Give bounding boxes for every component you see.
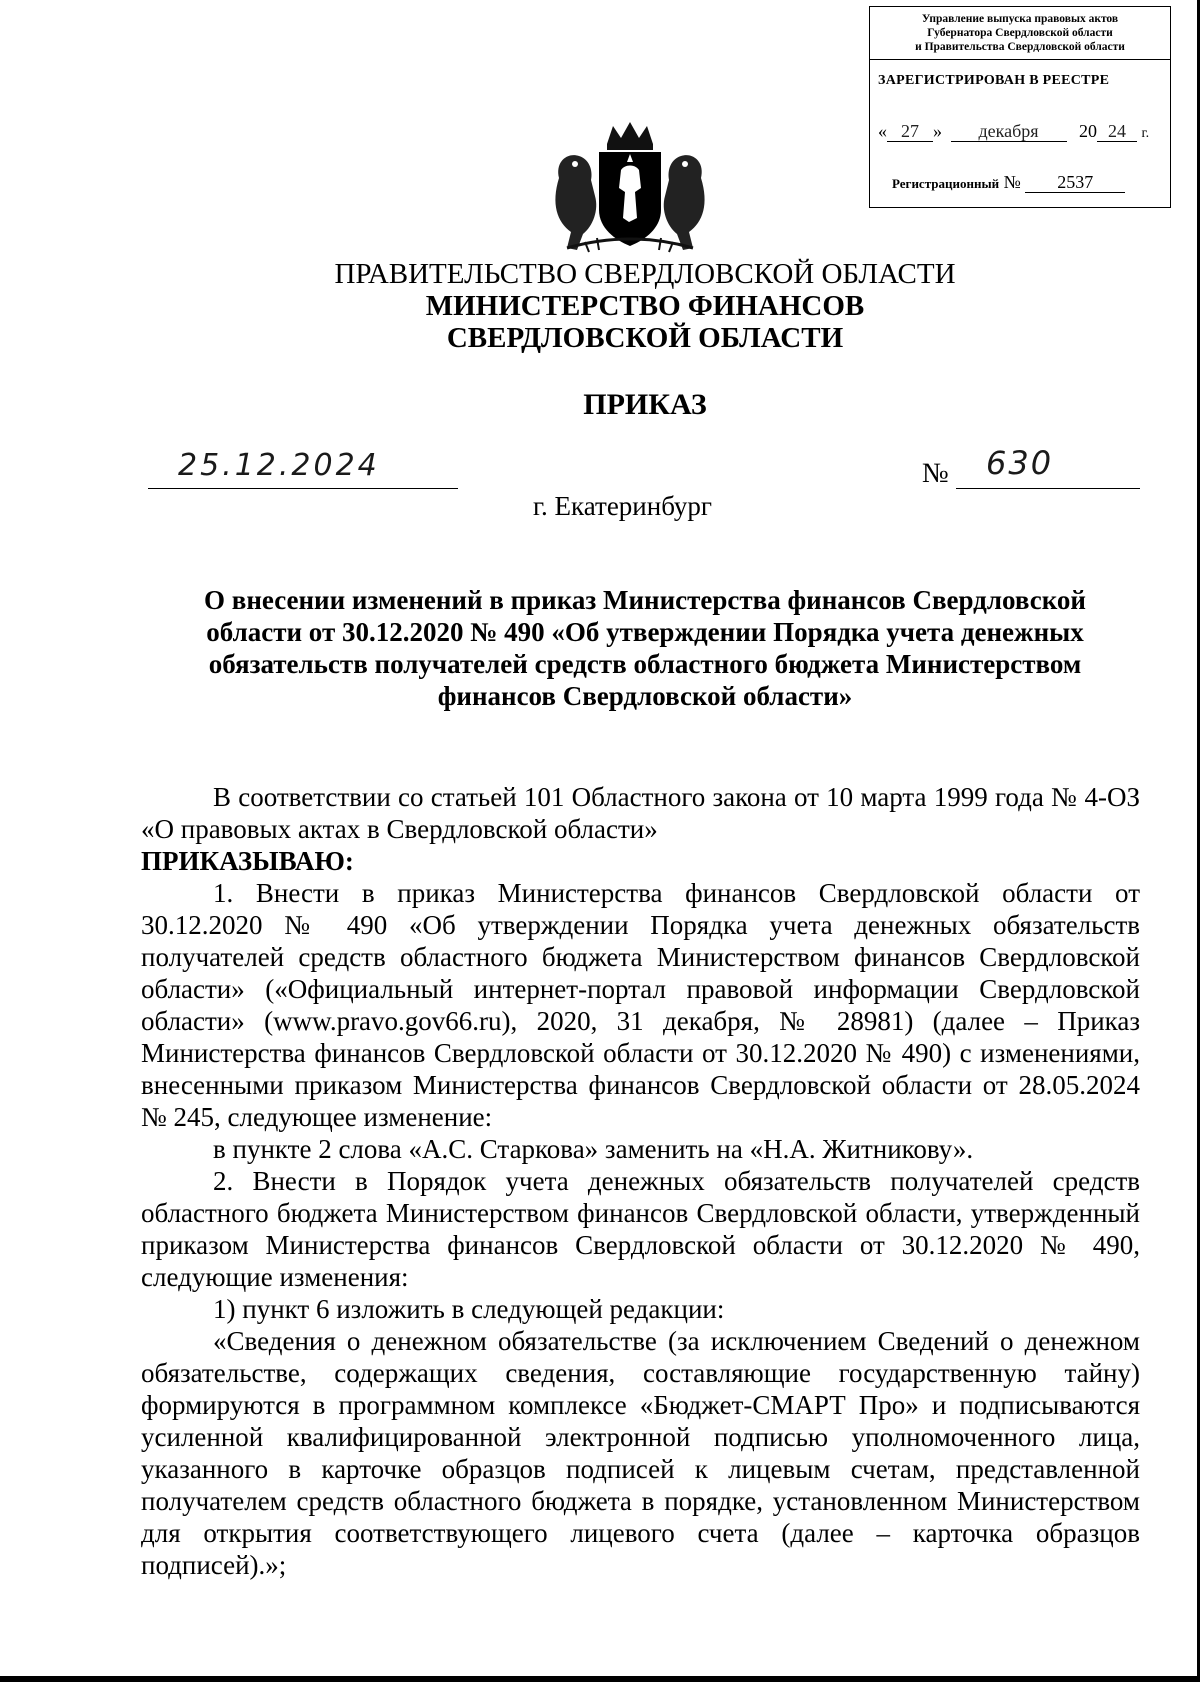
order-subject: О внесении изменений в приказ Министерства финансов Свердловской области от 30.12.2020 № 490 «Об утверждении Порядка учета денежных обязательств получателей средств областного бюджета Министерством финансов Свердловской области» (204, 585, 1086, 711)
stamp-year-abbr: г. (1141, 126, 1150, 141)
order-number-label: № (922, 458, 949, 489)
registration-stamp (869, 6, 1171, 208)
page-edge-bottom (0, 1676, 1200, 1682)
stamp-year-prefix: 20 (1079, 121, 1097, 141)
stamp-quote-close: » (933, 121, 942, 141)
item-2-subitem-1: 1) пункт 6 изложить в следующей редакции: (213, 1294, 725, 1324)
order-number-field (956, 446, 1140, 489)
preamble: В соответствии со статьей 101 Областного закона от 10 марта 1999 года № 4-ОЗ «О правовых актах в Свердловской области» (141, 782, 1140, 844)
coat-of-arms-emblem (537, 118, 723, 254)
stamp-month: декабря (951, 121, 1067, 142)
stamp-org-line3: и Правительства Свердловской области (915, 41, 1125, 53)
item-1-change: в пункте 2 слова «А.С. Старкова» заменить на «Н.А. Житникову». (213, 1134, 974, 1164)
decree-word: ПРИКАЗЫВАЮ: (141, 846, 354, 876)
item-2: 2. Внести в Порядок учета денежных обязательств получателей средств областного бюджета Министерством финансов Свердловской области, утвержденный приказом Министерства финансов Свердловской области от 30.12.2020 № 490, следующие изменения: (141, 1166, 1140, 1292)
stamp-org-line1: Управление выпуска правовых актов (921, 13, 1119, 25)
document-type: ПРИКАЗ (583, 388, 707, 421)
stamp-year-suffix: 24 (1097, 121, 1137, 142)
government-title: ПРАВИТЕЛЬСТВО СВЕРДЛОВСКОЙ ОБЛАСТИ (334, 258, 956, 290)
stamp-org-line2: Губернатора Свердловской области (927, 27, 1113, 39)
order-body (141, 781, 1140, 1581)
stamp-registration-number (892, 172, 1125, 193)
item-2-subitem-1-text: «Сведения о денежном обязательстве (за исключением Сведений о денежном обязательстве, содержащих сведения, составляющие государственную тайну) формируются в программном комплексе «Бюджет-СМАРТ Про» и подписываются усиленной квалифицированной электронной подписью уполномоченного лица, указанного в карточке образцов подписей к лицевым счетам, представленной получателем средств областного бюджета в порядке, установленном Министерством для открытия соответствующего лицевого счета (далее – карточка образцов подписей).»; (141, 1326, 1140, 1580)
stamp-quote-open: « (878, 121, 887, 141)
stamp-registered-text: ЗАРЕГИСТРИРОВАН В РЕЕСТРЕ (878, 73, 1110, 88)
order-number-handwritten: 630 (986, 444, 1054, 482)
ministry-title-line1: МИНИСТЕРСТВО ФИНАНСОВ (425, 290, 865, 322)
item-1: 1. Внести в приказ Министерства финансов Свердловской области от 30.12.2020 № 490 «Об утверждении Порядка учета денежных обязательств получателей средств областного бюджета Министерством финансов Свердловской области» («Официальный интернет-портал правовой информации Свердловской области» (www.pravo.gov66.ru), 2020, 31 декабря, № 28981) (далее – Приказ Министерства финансов Свердловской области от 30.12.2020 № 490) с изменениями, внесенными приказом Министерства финансов Свердловской области от 28.05.2024 № 245, следующее изменение: (141, 878, 1140, 1132)
ministry-title-line2: СВЕРДЛОВСКОЙ ОБЛАСТИ (446, 322, 844, 354)
stamp-day: 27 (887, 121, 933, 142)
order-date-field (148, 448, 458, 489)
stamp-date (878, 121, 1149, 142)
stamp-organization (870, 7, 1170, 60)
stamp-reg-label: Регистрационный (892, 176, 1000, 191)
order-date-handwritten: 25.12.2024 (178, 448, 380, 483)
stamp-number-sign: № (1003, 172, 1021, 192)
stamp-reg-number: 2537 (1025, 172, 1125, 193)
city: г. Екатеринбург (533, 491, 712, 521)
